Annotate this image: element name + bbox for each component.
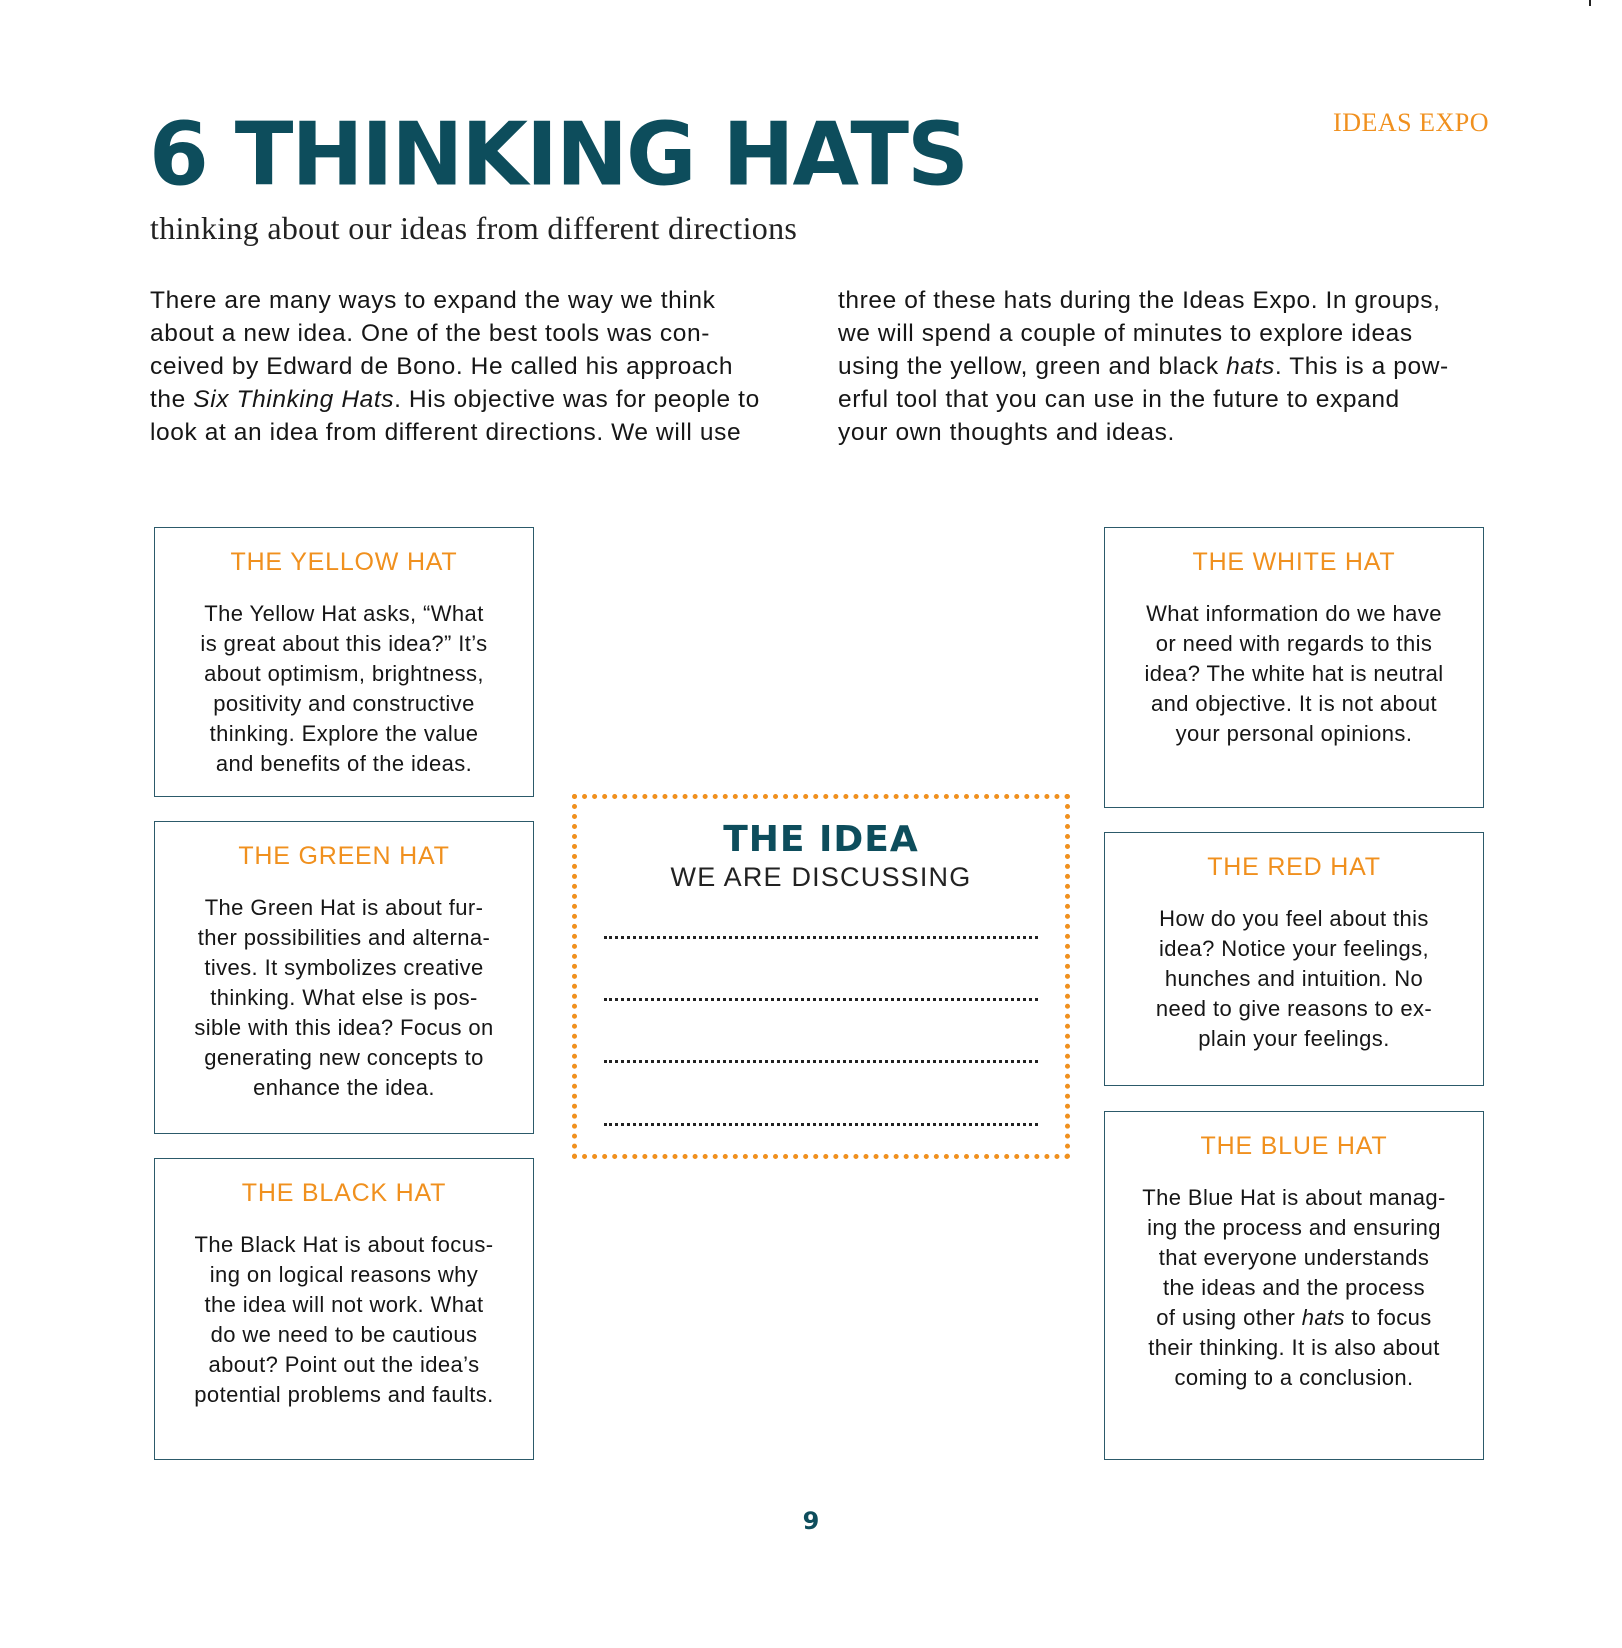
green-hat-card xyxy=(154,821,534,1134)
blue-hat-card xyxy=(1104,1111,1484,1460)
text-line: generating new concepts to xyxy=(204,1045,484,1070)
text-line xyxy=(1120,1303,1468,1333)
text-line: and objective. It is not about xyxy=(1151,691,1437,716)
text-line: we will spend a couple of minutes to explore ideas xyxy=(838,320,1413,347)
text-line: The Blue Hat is about manag- xyxy=(1142,1185,1446,1210)
text-line xyxy=(838,350,1493,383)
text-line: the ideas and the process xyxy=(1163,1275,1425,1300)
text-line: What information do we have xyxy=(1146,601,1442,626)
text-line: How do you feel about this xyxy=(1159,906,1429,931)
text-line: hunches and intuition. No xyxy=(1164,966,1424,991)
text-line: The Black Hat is about focus- xyxy=(194,1232,494,1257)
text-line: positivity and constructive xyxy=(213,691,475,716)
text-line: about? Point out the idea’s xyxy=(208,1352,480,1377)
text-run: to focus xyxy=(1344,1305,1432,1330)
idea-write-line[interactable] xyxy=(604,936,1038,939)
page-number: 9 xyxy=(802,1507,820,1535)
text-line: do we need to be cautious xyxy=(210,1322,478,1347)
text-line: their thinking. It is also about xyxy=(1148,1335,1440,1360)
black-hat-card xyxy=(154,1158,534,1460)
text-run: the xyxy=(150,386,194,413)
text-line: There are many ways to expand the way we think xyxy=(150,287,716,314)
yellow-hat-description xyxy=(170,599,518,779)
text-line: and benefits of the ideas. xyxy=(215,751,473,776)
white-hat-card xyxy=(1104,527,1484,808)
red-hat-title: THE RED HAT xyxy=(1207,853,1381,881)
text-line: enhance the idea. xyxy=(253,1075,435,1100)
crop-mark xyxy=(1589,0,1591,6)
page-subtitle: thinking about our ideas from different directions xyxy=(150,210,798,246)
text-line: ing the process and ensuring xyxy=(1147,1215,1441,1240)
text-line: idea? The white hat is neutral xyxy=(1144,661,1444,686)
yellow-hat-card xyxy=(154,527,534,797)
text-line: erful tool that you can use in the future to expand xyxy=(838,386,1400,413)
text-line: your personal opinions. xyxy=(1175,721,1413,746)
text-line: about a new idea. One of the best tools was con- xyxy=(150,320,710,347)
text-line: look at an idea from different directions. We will use xyxy=(150,419,742,446)
green-hat-title: THE GREEN HAT xyxy=(238,842,450,870)
text-line: need to give reasons to ex- xyxy=(1155,996,1433,1021)
text-line: your own thoughts and ideas. xyxy=(838,419,1175,446)
yellow-hat-title: THE YELLOW HAT xyxy=(230,548,458,576)
intro-column-1 xyxy=(150,284,805,449)
white-hat-description xyxy=(1120,599,1468,749)
text-line: The Green Hat is about fur- xyxy=(204,895,484,920)
text-line: sible with this idea? Focus on xyxy=(194,1015,494,1040)
black-hat-title: THE BLACK HAT xyxy=(241,1179,447,1207)
text-line xyxy=(150,383,805,416)
text-run: of using other xyxy=(1156,1305,1302,1330)
text-line: the idea will not work. What xyxy=(204,1292,484,1317)
section-label: IDEAS EXPO xyxy=(1333,108,1489,137)
italic-text-run: Six Thinking Hats xyxy=(193,386,395,413)
text-line: or need with regards to this xyxy=(1155,631,1433,656)
text-line: is great about this idea?” It’s xyxy=(200,631,488,656)
text-run: . His objective was for people to xyxy=(394,386,760,413)
text-line: The Yellow Hat asks, “What xyxy=(204,601,484,626)
red-hat-description xyxy=(1120,904,1468,1054)
text-line: plain your feelings. xyxy=(1198,1026,1390,1051)
black-hat-description xyxy=(170,1230,518,1410)
italic-text-run: hats xyxy=(1301,1305,1345,1330)
text-line: tives. It symbolizes creative xyxy=(204,955,484,980)
text-line: about optimism, brightness, xyxy=(204,661,484,686)
text-line: ceived by Edward de Bono. He called his approach xyxy=(150,353,734,380)
text-line: ing on logical reasons why xyxy=(209,1262,479,1287)
idea-box-title: THE IDEA xyxy=(723,819,919,860)
idea-box-subtitle: WE ARE DISCUSSING xyxy=(670,862,972,892)
idea-write-line[interactable] xyxy=(604,1060,1038,1063)
idea-write-line[interactable] xyxy=(604,998,1038,1001)
text-line: potential problems and faults. xyxy=(194,1382,494,1407)
text-line: that everyone understands xyxy=(1158,1245,1430,1270)
page-title: 6 THINKING HATS xyxy=(149,104,967,206)
text-run: using the yellow, green and black xyxy=(838,353,1227,380)
text-line: coming to a conclusion. xyxy=(1174,1365,1414,1390)
text-line: thinking. What else is pos- xyxy=(210,985,478,1010)
intro-column-2 xyxy=(838,284,1493,449)
idea-box xyxy=(572,794,1070,1159)
text-line: ther possibilities and alterna- xyxy=(197,925,491,950)
italic-text-run: hats xyxy=(1226,353,1275,380)
idea-write-line[interactable] xyxy=(604,1123,1038,1126)
blue-hat-description xyxy=(1120,1183,1468,1393)
text-line: idea? Notice your feelings, xyxy=(1158,936,1430,961)
white-hat-title: THE WHITE HAT xyxy=(1192,548,1396,576)
red-hat-card xyxy=(1104,832,1484,1086)
text-line: three of these hats during the Ideas Expo. In groups, xyxy=(838,287,1441,314)
blue-hat-title: THE BLUE HAT xyxy=(1200,1132,1388,1160)
text-line: thinking. Explore the value xyxy=(209,721,479,746)
text-run: . This is a pow- xyxy=(1274,353,1449,380)
green-hat-description xyxy=(170,893,518,1103)
